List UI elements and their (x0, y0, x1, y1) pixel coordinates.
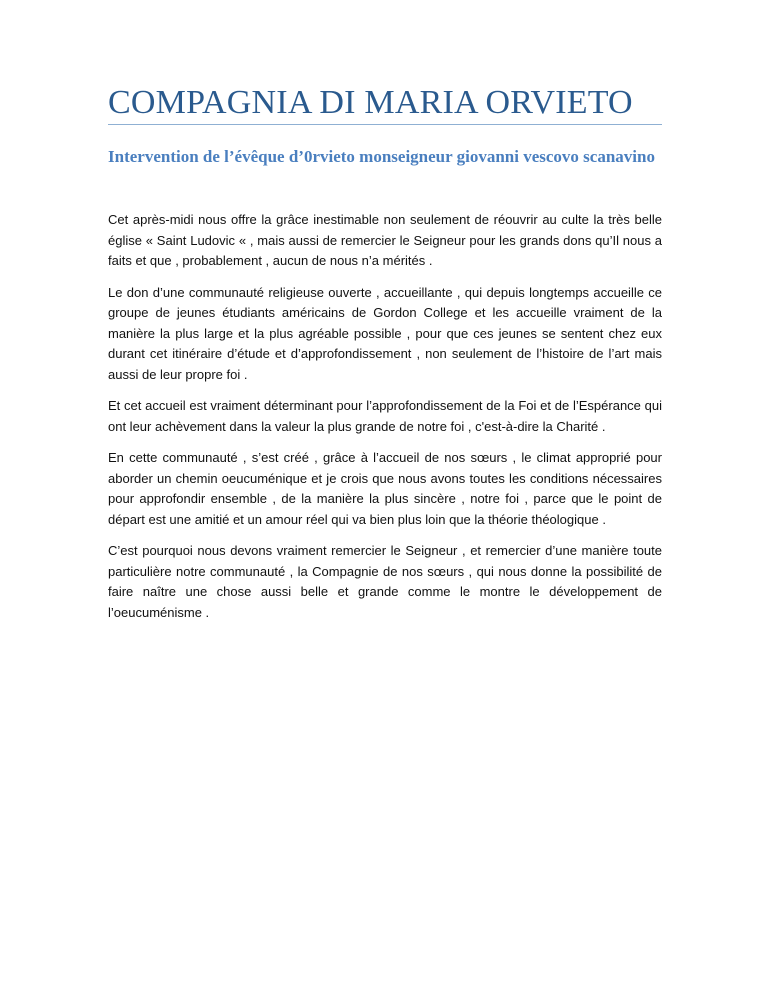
document-title: COMPAGNIA DI MARIA ORVIETO (108, 84, 633, 121)
paragraph: Le don d’une communauté religieuse ouverte , accueillante , qui depuis longtemps accueille ce groupe de jeunes étudiants américains de Gordon College et les accueille vraiment de la manière la plus large et la plus agréable possible , pour que ces jeunes se sentent chez eux durant cet itinéraire d’étude et d’approfondissement , non seulement de l’histoire de l’art mais aussi de leur propre foi . (108, 284, 662, 382)
paragraph: En cette communauté , s’est créé , grâce à l’accueil de nos sœurs , le climat approprié pour aborder un chemin oeucuménique et je crois que nous avons toutes les conditions nécessaires pour approfondir ensemble , de la manière la plus sincère , notre foi , parce que le point de départ est une amitié et un amour réel qui va bien plus loin que la théorie théologique . (108, 450, 662, 527)
document-body (108, 210, 662, 634)
paragraph: Cet après-midi nous offre la grâce inestimable non seulement de réouvrir au culte la très belle église « Saint Ludovic « , mais aussi de remercier le Seigneur pour les grands dons qu’Il nous a faits et que , probablement , aucun de nous n’a mérités . (108, 212, 662, 268)
document-subtitle: Intervention de l’évêque d’0rvieto monseigneur giovanni vescovo scanavino (108, 147, 655, 166)
title-divider (108, 124, 662, 125)
paragraph: Et cet accueil est vraiment déterminant pour l’approfondissement de la Foi et de l’Espérance qui ont leur achèvement dans la valeur la plus grande de notre foi , c'est-à-dire la Charité . (108, 398, 662, 434)
paragraph: C’est pourquoi nous devons vraiment remercier le Seigneur , et remercier d’une manière toute particulière notre communauté , la Compagnie de nos sœurs , qui nous donne la possibilité de faire naître une chose aussi belle et grande comme le montre le développement de l’oeucuménisme . (108, 543, 662, 620)
